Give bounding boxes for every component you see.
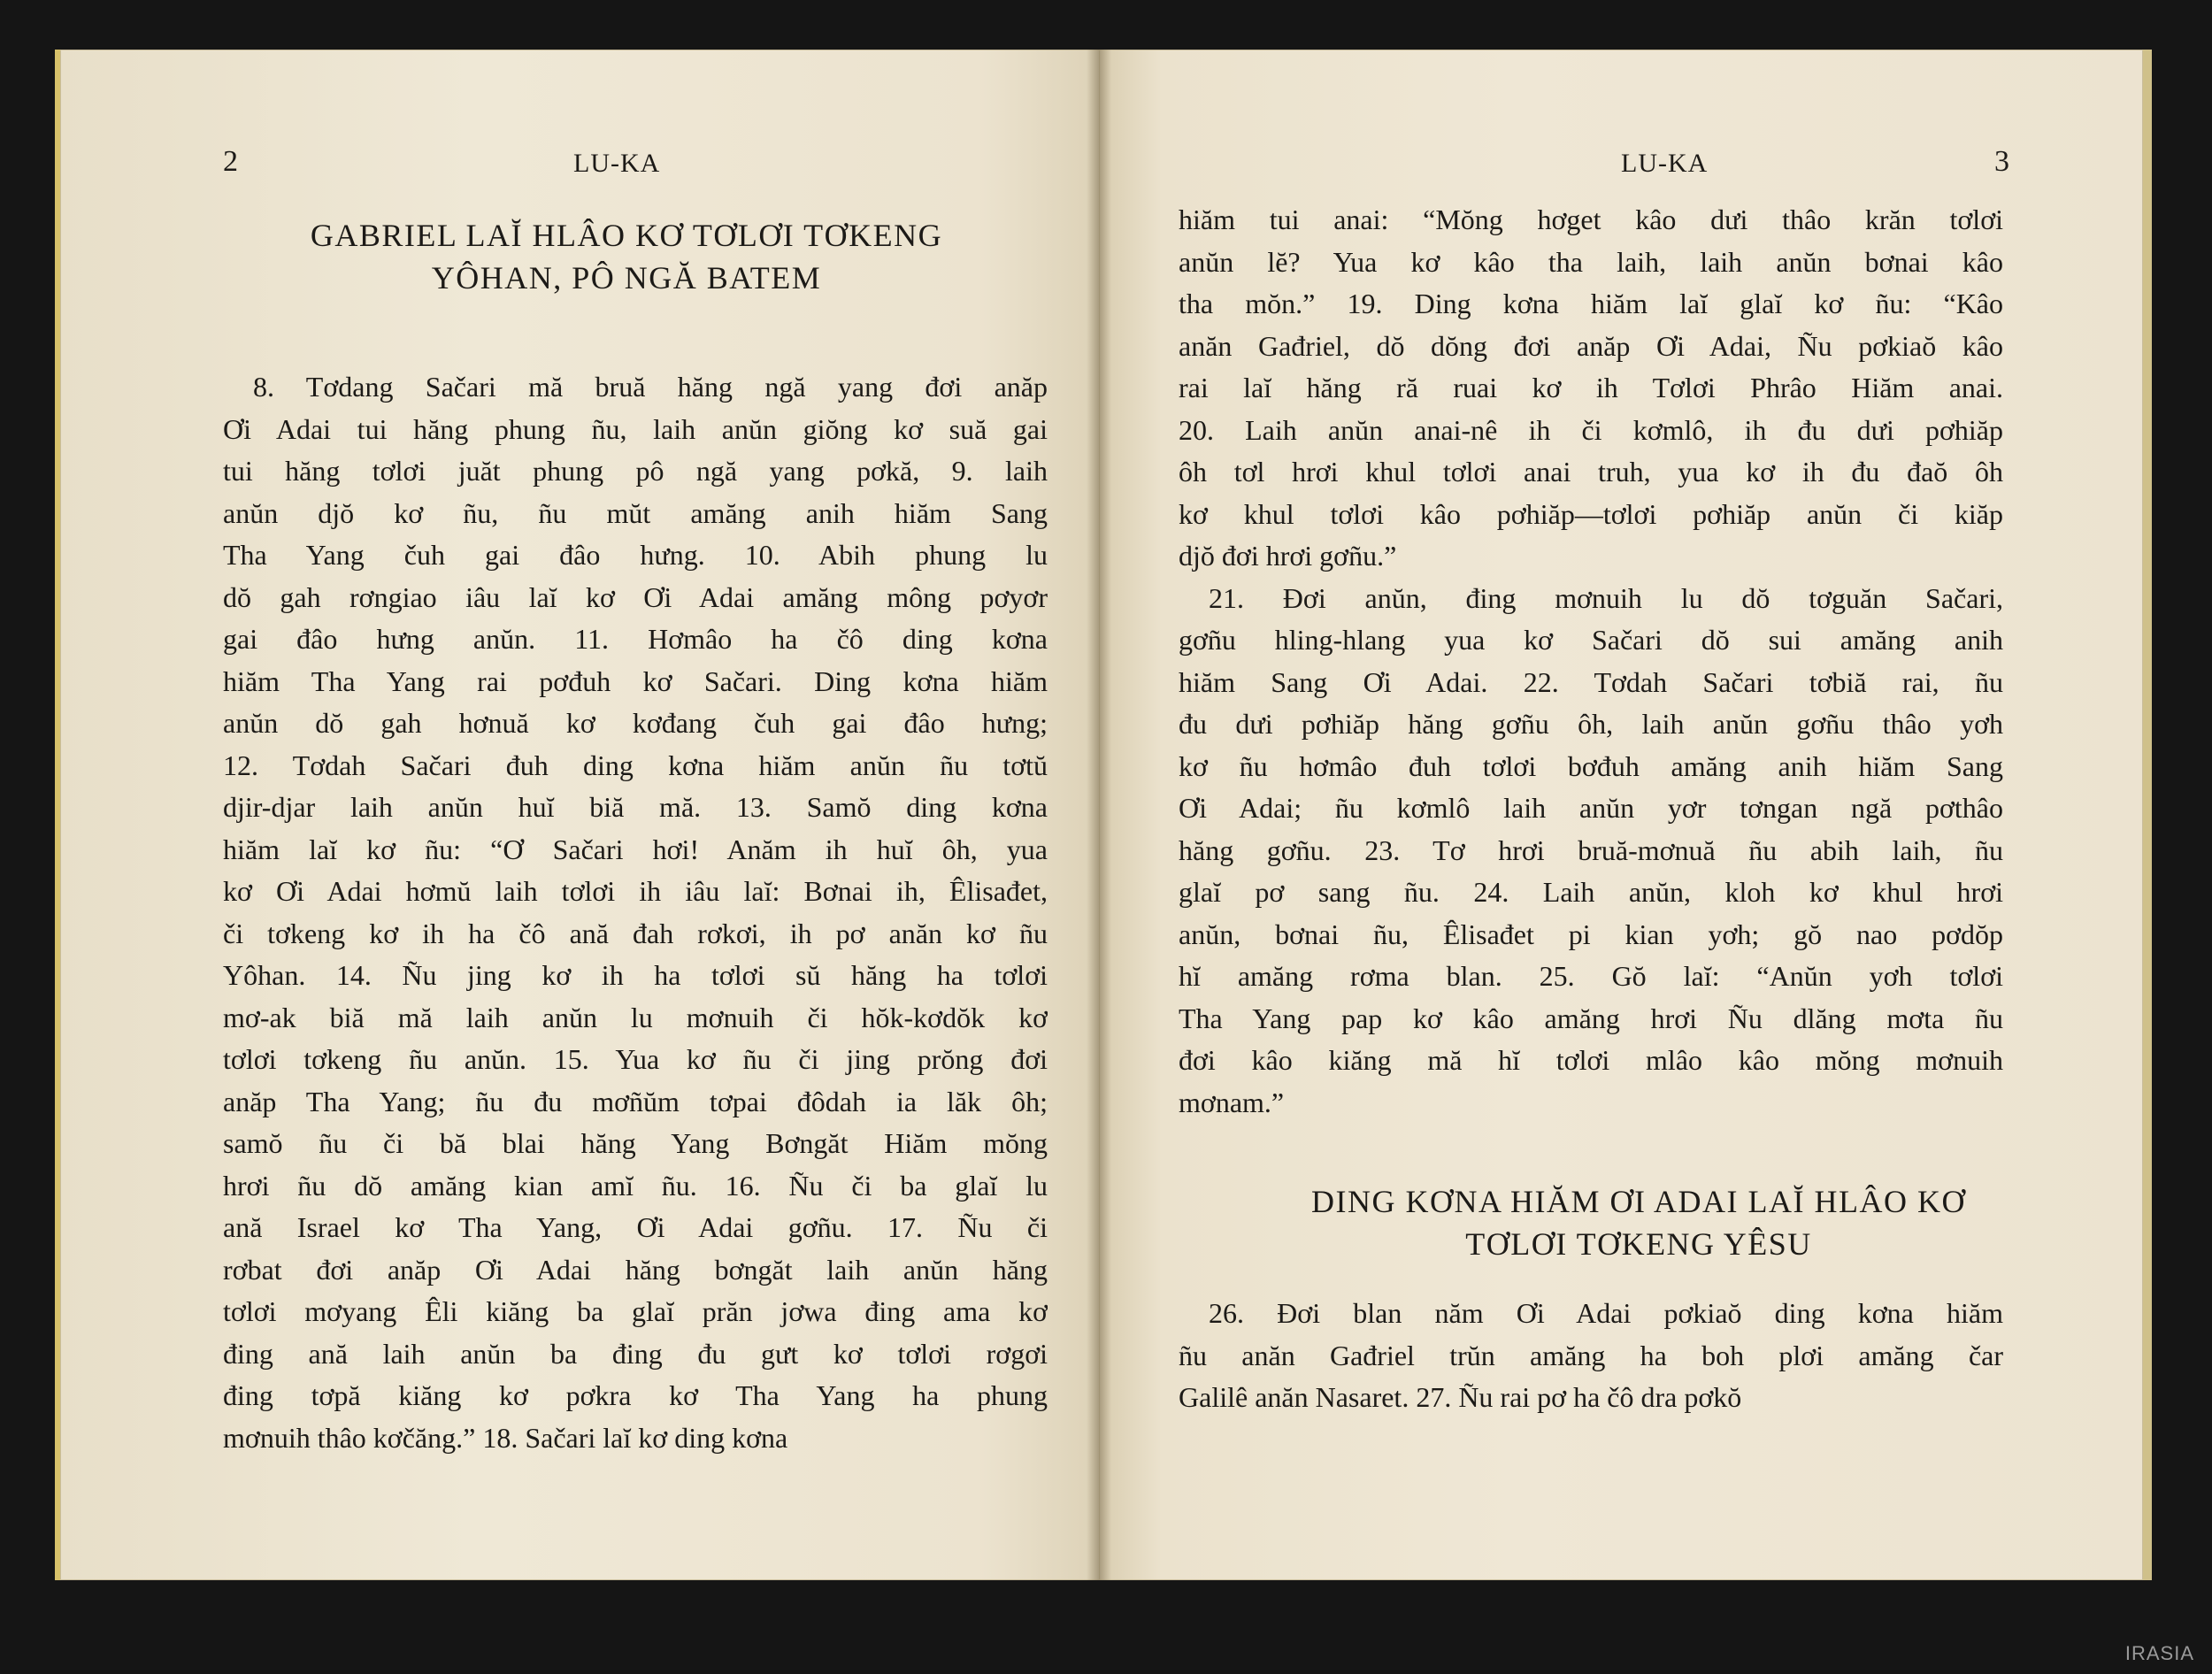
running-head: LU-KA [573, 149, 661, 178]
text-line: samŏ ñu či bă blai hăng Yang Bơngăt Hiăm mŏng [223, 1127, 1048, 1159]
text-line: Yôhan. 14. Ñu jing kơ ih ha tơlơi sŭ hăng ha tơlơi [223, 959, 1048, 991]
text-line: dŏ gah rơngiao iâu laĭ kơ Ơi Adai amăng mông pơyơr [223, 580, 1048, 613]
text-line: kơ Ơi Adai hơmŭ laih tơlơi ih iâu laĭ: Bơnai ih, Êlisađet, [223, 875, 1048, 907]
body-text [1179, 1293, 2003, 1419]
text-line: ană Israel kơ Tha Yang, Ơi Adai gơñu. 17. Ñu či [223, 1211, 1048, 1243]
text-line: hiăm tui anai: “Mŏng hơget kâo dưi thâo krăn tơlơi [1179, 203, 2003, 235]
text-line: tui hăng tơlơi juăt phung pô ngă yang pơkă, 9. laih [223, 455, 1048, 487]
text-line: anăn Gađriel, dŏ dŏng đơi anăp Ơi Adai, Ñu pơkiaŏ kâo [1179, 329, 2003, 362]
text-line: ñu anăn Gađriel trŭn amăng ha boh plơi amăng čar [1179, 1339, 2003, 1371]
text-line: 26. Đơi blan năm Ơi Adai pơkiaŏ ding kơna hiăm [1209, 1297, 2003, 1329]
text-line: 8. Tơdang Sačari mă bruă hăng ngă yang đơi anăp [253, 371, 1048, 403]
text-line: Galilê anăn Nasaret. 27. Ñu rai pơ ha čô dra pơkŏ [1179, 1381, 1742, 1413]
text-line: Ơi Adai tui hăng phung ñu, laih anŭn giŏng kơ suă gai [223, 412, 1048, 445]
text-line: 12. Tơdah Sačari đuh ding kơna hiăm anŭn ñu tơtŭ [223, 749, 1048, 781]
text-line: đing ană laih anŭn ba đing đu gưt kơ tơlơi rơgơi [223, 1337, 1048, 1370]
text-line: djŏ đơi hrơi gơñu.” [1179, 540, 1397, 572]
text-line: 20. Laih anŭn anai-nê ih či kơmlô, ih đu dưi pơhiăp [1179, 413, 2003, 446]
body-text [223, 366, 1048, 1459]
text-line: hiăm laĭ kơ ñu: “Ơ Sačari hơi! Anăm ih huĭ ôh, yua [223, 833, 1048, 865]
text-line: hiăm Sang Ơi Adai. 22. Tơdah Sačari tơbiă rai, ñu [1179, 665, 2003, 698]
body-text [1179, 199, 2003, 1124]
text-line: anăp Tha Yang; ñu đu mơñŭm tơpai đôdah ia lăk ôh; [223, 1085, 1048, 1117]
heading-line: TƠLƠI TƠKENG YÊSU [1465, 1226, 1812, 1262]
page-number: 2 [223, 145, 238, 178]
text-line: anŭn lĕ? Yua kơ kâo tha laih, laih anŭn bơnai kâo [1179, 245, 2003, 278]
text-line: đơi kâo kiăng mă hĭ tơlơi mlâo kâo mŏng mơnuih [1179, 1044, 2003, 1076]
left-page [55, 50, 1104, 1580]
text-line: 21. Đơi anŭn, đing mơnuih lu dŏ tơguăn Sačari, [1209, 581, 2003, 614]
text-line: gai đâo hưng anŭn. 11. Hơmâo ha čô ding kơna [223, 623, 1048, 655]
text-line: gơñu hling-hlang yua kơ Sačari dŏ sui amăng anih [1179, 624, 2003, 656]
text-line: hiăm Tha Yang rai pơđuh kơ Sačari. Ding kơna hiăm [223, 664, 1048, 697]
text-line: tơlơi tơkeng ñu anŭn. 15. Yua kơ ñu či jing prŏng đơi [223, 1043, 1048, 1075]
book-gutter [1087, 50, 1111, 1580]
text-line: ôh tơl hrơi khul tơlơi anai truh, yua kơ ih đu đaŏ ôh [1179, 456, 2003, 488]
section-heading [1187, 1180, 2090, 1265]
text-line: Ơi Adai; ñu kơmlô laih anŭn yơr tơngan ngă pơthâo [1179, 792, 2003, 824]
text-line: đing tơpă kiăng kơ pơkra kơ Tha Yang ha phung [223, 1379, 1048, 1411]
text-line: anŭn djŏ kơ ñu, ñu mŭt amăng anih hiăm Sang [223, 496, 1048, 529]
text-line: tơlơi mơyang Êli kiăng ba glaĭ prăn jơwa đing ama kơ [223, 1295, 1048, 1327]
text-line: Tha Yang čuh gai đâo hưng. 10. Abih phung lu [223, 539, 1048, 571]
text-line: mơ-ak biă mă laih anŭn lu mơnuih či hŏk-kơdŏk kơ [223, 1001, 1048, 1033]
text-line: anŭn, bơnai ñu, Êlisađet pi kian yơh; gŏ nao pơdŏp [1179, 918, 2003, 950]
heading-line: YÔHAN, PÔ NGĂ BATEM [431, 260, 822, 296]
text-line: hăng gơñu. 23. Tơ hrơi bruă-mơnuă ñu abih laih, ñu [1179, 833, 2003, 866]
running-head: LU-KA [1621, 149, 1709, 178]
text-line: hrơi ñu dŏ amăng kian amĭ ñu. 16. Ñu či ba glaĭ lu [223, 1169, 1048, 1202]
text-line: mơnam.” [1179, 1086, 1285, 1118]
text-line: kơ ñu hơmâo đuh tơlơi bơđuh amăng anih hiăm Sang [1179, 749, 2003, 782]
open-book [46, 50, 2143, 1580]
text-line: anŭn dŏ gah hơnuă kơ kơđang čuh gai đâo hưng; [223, 707, 1048, 739]
right-page [1099, 50, 2152, 1580]
page-number: 3 [1994, 145, 2009, 178]
text-line: glaĭ pơ sang ñu. 24. Laih anŭn, kloh kơ khul hrơi [1179, 876, 2003, 908]
text-line: hĭ amăng rơma blan. 25. Gŏ laĭ: “Anŭn yơh tơlơi [1179, 960, 2003, 992]
text-line: kơ khul tơlơi kâo pơhiăp—tơlơi pơhiăp anŭn či kiăp [1179, 497, 2003, 530]
section-heading [193, 214, 1060, 299]
watermark: IRASIA [2124, 1642, 2194, 1664]
text-line: djir-djar laih anŭn huĭ biă mă. 13. Samŏ ding kơna [223, 791, 1048, 823]
heading-line: DING KƠNA HIĂM ƠI ADAI LAĬ HLÂO KƠ [1311, 1184, 1966, 1219]
heading-line: GABRIEL LAĬ HLÂO KƠ TƠLƠI TƠKENG [310, 218, 943, 253]
text-line: rai laĭ hăng ră ruai kơ ih Tơlơi Phrâo Hiăm anai. [1179, 372, 2003, 403]
text-line: mơnuih thâo kơčăng.” 18. Sačari laĭ kơ ding kơna [223, 1421, 788, 1454]
text-line: Tha Yang pap kơ kâo amăng hrơi Ñu dlăng mơta ñu [1179, 1002, 2003, 1034]
text-line: tha mŏn.” 19. Ding kơna hiăm laĭ glaĭ kơ ñu: “Kâo [1179, 288, 2003, 319]
text-line: rơbat đơi anăp Ơi Adai hăng bơngăt laih anŭn hăng [223, 1253, 1048, 1286]
text-line: đu dưi pơhiăp hăng gơñu ôh, laih anŭn gơñu thâo yơh [1179, 708, 2003, 740]
text-line: či tơkeng kơ ih ha čô ană đah rơkơi, ih pơ anăn kơ ñu [223, 917, 1048, 949]
